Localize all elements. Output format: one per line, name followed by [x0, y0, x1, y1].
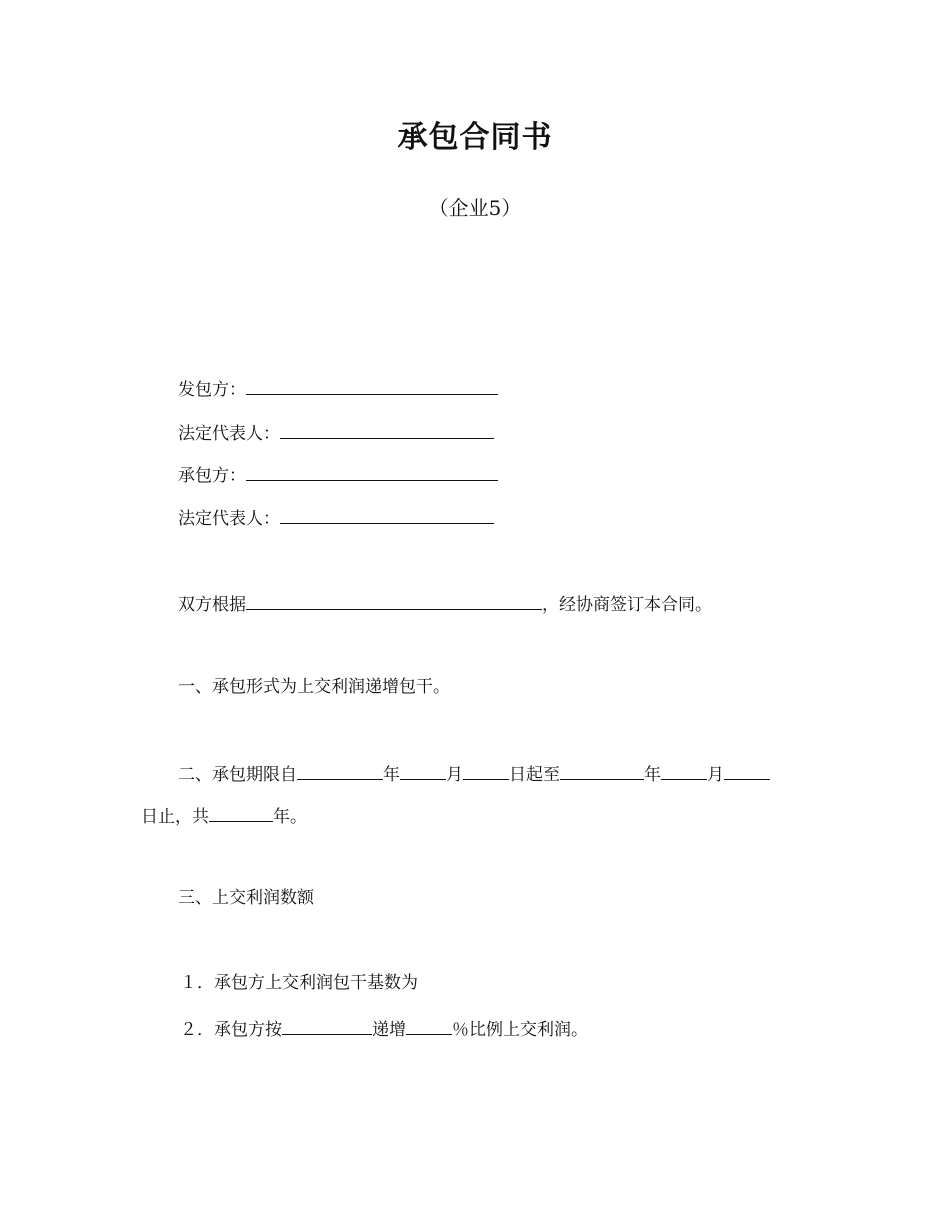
start-day-label: 日起至 — [509, 765, 560, 785]
clause-3: 三、上交利润数额 — [178, 888, 314, 908]
employer-blank[interactable] — [246, 376, 498, 395]
clause-2-line-2-suffix: 年。 — [273, 807, 307, 827]
end-year-blank[interactable] — [560, 761, 644, 780]
item-2 — [180, 1016, 588, 1041]
term-years-blank[interactable] — [209, 803, 273, 822]
contractor-label: 承包方： — [178, 466, 246, 486]
item-1: １．承包方上交利润包干基数为 — [180, 973, 418, 993]
clause-2-line-1 — [178, 761, 770, 786]
employer-rep-label: 法定代表人： — [178, 424, 280, 444]
start-month-blank[interactable] — [400, 761, 446, 780]
intro-line — [178, 591, 712, 616]
document-title: 承包合同书 — [397, 120, 553, 155]
end-month-blank[interactable] — [661, 761, 707, 780]
contractor-blank[interactable] — [246, 462, 498, 481]
base-blank[interactable] — [282, 1016, 372, 1035]
start-day-blank[interactable] — [463, 761, 509, 780]
item-2-middle: 递增 — [372, 1020, 406, 1040]
end-year-label: 年 — [644, 765, 661, 785]
clause-2-line-2 — [141, 803, 307, 828]
contractor-rep-blank[interactable] — [280, 505, 494, 524]
clause-2-prefix: 二、承包期限自 — [178, 765, 297, 785]
start-year-label: 年 — [383, 765, 400, 785]
intro-suffix: ，经协商签订本合同。 — [542, 595, 712, 615]
end-day-blank[interactable] — [724, 761, 770, 780]
contractor-line — [178, 462, 498, 487]
contractor-rep-label: 法定代表人： — [178, 509, 280, 529]
start-year-blank[interactable] — [297, 761, 383, 780]
employer-rep-blank[interactable] — [280, 420, 494, 439]
employer-label: 发包方： — [178, 380, 246, 400]
employer-rep-line — [178, 420, 494, 445]
clause-1: 一、承包形式为上交利润递增包干。 — [178, 677, 450, 697]
intro-prefix: 双方根据 — [178, 595, 246, 615]
document-subtitle: （企业5） — [428, 196, 522, 220]
start-month-label: 月 — [446, 765, 463, 785]
contractor-rep-line — [178, 505, 494, 530]
item-2-suffix: ％比例上交利润。 — [452, 1020, 588, 1040]
item-2-prefix: ２．承包方按 — [180, 1020, 282, 1040]
basis-blank[interactable] — [246, 591, 542, 610]
clause-2-line-2-prefix: 日止，共 — [141, 807, 209, 827]
percent-blank[interactable] — [406, 1016, 452, 1035]
employer-line — [178, 376, 498, 401]
end-month-label: 月 — [707, 765, 724, 785]
